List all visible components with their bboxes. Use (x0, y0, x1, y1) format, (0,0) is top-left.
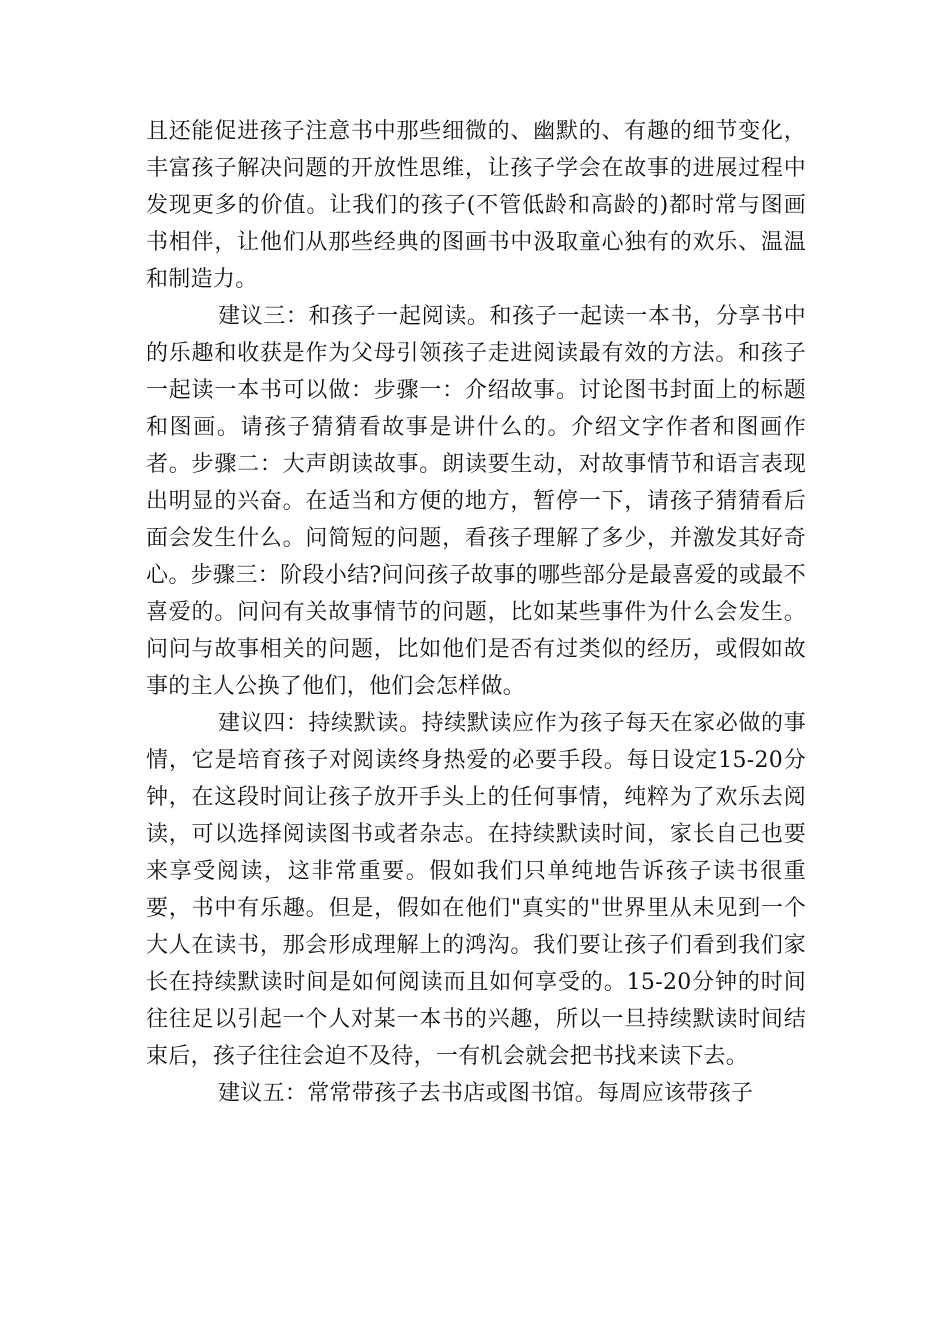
body-text (146, 113, 806, 1112)
paragraph-continuation: 且还能促进孩子注意书中那些细微的、幽默的、有趣的细节变化，丰富孩子解决问题的开放性思维，让孩子学会在故事的进展过程中发现更多的价值。让我们的孩子(不管低龄和高龄的)都时常与图画书相伴，让他们从那些经典的图画书中汲取童心独有的欢乐、温温和制造力。 (146, 119, 806, 292)
paragraph-suggestion-four: 建议四：持续默读。持续默读应作为孩子每天在家必做的事情，它是培育孩子对阅读终身热爱的必要手段。每日设定15-20分钟，在这段时间让孩子放开手头上的任何事情，纯粹为了欢乐去阅读，可以选择阅读图书或者杂志。在持续默读时间，家长自己也要来享受阅读，这非常重要。假如我们只单纯地告诉孩子读书很重要，书中有乐趣。但是，假如在他们"真实的"世界里从未见到一个大人在读书，那会形成理解上的鸿沟。我们要让孩子们看到我们家长在持续默读时间是如何阅读而且如何享受的。15-20分钟的时间往往足以引起一个人对某一本书的兴趣，所以一旦持续默读时间结束后，孩子往往会迫不及待，一有机会就会把书找来读下去。 (146, 711, 806, 1069)
paragraph-suggestion-five: 建议五：常常带孩子去书店或图书馆。每周应该带孩子 (218, 1081, 754, 1106)
paragraph-suggestion-three: 建议三：和孩子一起阅读。和孩子一起读一本书，分享书中的乐趣和收获是作为父母引领孩子走进阅读最有效的方法。和孩子一起读一本书可以做：步骤一：介绍故事。讨论图书封面上的标题和图画。请孩子猜猜看故事是讲什么的。介绍文字作者和图画作者。步骤二：大声朗读故事。朗读要生动，对故事情节和语言表现出明显的兴奋。在适当和方便的地方，暂停一下，请孩子猜猜看后面会发生什么。问简短的问题，看孩子理解了多少，并激发其好奇心。步骤三：阶段小结?问问孩子故事的哪些部分是最喜爱的或最不喜爱的。问问有关故事情节的问题，比如某些事件为什么会发生。问问与故事相关的问题，比如他们是否有过类似的经历，或假如故事的主人公换了他们，他们会怎样做。 (146, 304, 806, 699)
